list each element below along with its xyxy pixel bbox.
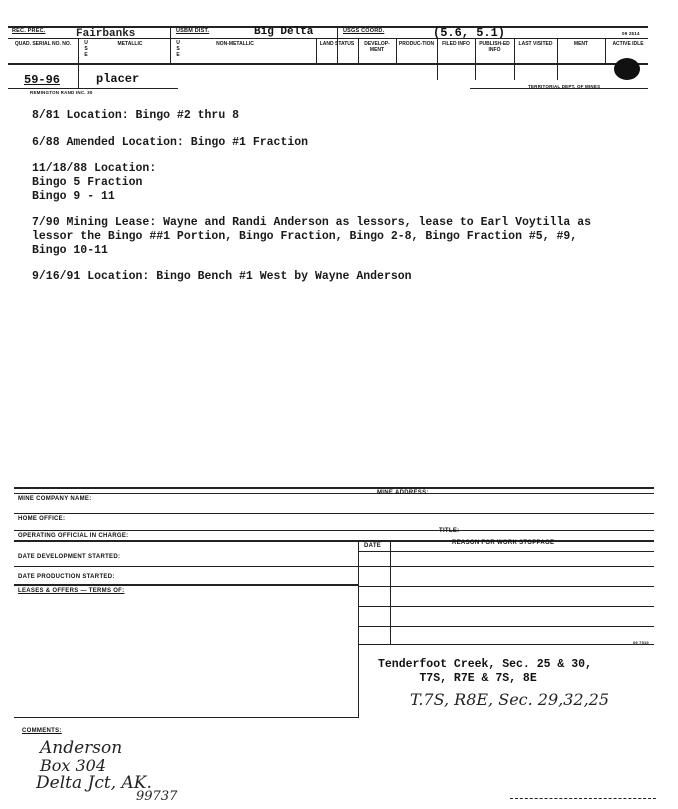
home-office-label: HOME OFFICE: xyxy=(18,516,66,522)
rec-prec-label: REC. PREC. xyxy=(12,28,46,34)
rec-prec-value: Fairbanks xyxy=(76,28,136,40)
mine-address-label: MINE ADDRESS: xyxy=(377,490,429,496)
comments-label: COMMENTS: xyxy=(22,728,62,734)
ink-blot-icon xyxy=(614,58,640,80)
entry-5: 9/16/91 Location: Bingo Bench #1 West by Wayne Anderson xyxy=(32,270,412,283)
land-status-label: LAND STATUS xyxy=(319,41,355,47)
serial-value: 59-96 xyxy=(24,73,61,87)
entry-2: 6/88 Amended Location: Bingo #1 Fraction xyxy=(32,136,309,149)
last-visited-label: LAST VISITED xyxy=(518,41,553,47)
title-label: TITLE: xyxy=(439,528,460,534)
reason-col-label: REASON FOR WORK STOPPAGE xyxy=(452,540,555,546)
comments-line-4: 99737 xyxy=(136,789,178,804)
date-col-label: DATE xyxy=(364,543,382,549)
use-code-2: U S E xyxy=(176,40,180,58)
location-typed: Tenderfoot Creek, Sec. 25 & 30, T7S, R7E & 7S, 8E xyxy=(378,658,592,685)
comments-line-3: Delta Jct, AK. xyxy=(36,773,152,793)
use-code-1: U S E xyxy=(84,40,88,58)
printer-imprint: REMINGTON RAND INC. 30 xyxy=(30,90,93,95)
production-label: PRODUC-TION xyxy=(398,41,435,47)
form-number-2: 09 7519 xyxy=(633,640,649,645)
metallic-value: placer xyxy=(96,72,140,86)
date-development-label: DATE DEVELOPMENT STARTED: xyxy=(18,554,121,560)
comments-line-2: Box 304 xyxy=(40,756,107,775)
filed-info-label: FILED INFO xyxy=(442,41,470,47)
mine-company-name-label: MINE COMPANY NAME: xyxy=(18,496,92,502)
leases-label: LEASES & OFFERS — TERMS OF: xyxy=(18,588,125,594)
comments-line-1: Anderson xyxy=(40,738,123,758)
published-info-label: PUBLISH-ED INFO xyxy=(479,41,510,53)
entry-1: 8/81 Location: Bingo #2 thru 8 xyxy=(32,109,240,122)
usgs-coord-label: USGS COORD. xyxy=(343,28,385,34)
usgs-coord-value: (5.6, 5.1) xyxy=(433,26,506,40)
metallic-label: METALLIC xyxy=(117,41,143,47)
usbm-dist-label: USBM DIST. xyxy=(176,28,210,34)
active-idle-label: ACTIVE IDLE xyxy=(612,41,644,47)
ment-label: MENT xyxy=(573,41,589,47)
entry-3: 11/18/88 Location: Bingo 5 Fraction Bingo 9 - 11 xyxy=(32,162,157,203)
territorial-dept: TERRITORIAL DEPT. OF MINES xyxy=(528,84,601,89)
operating-official-label: OPERATING OFFICIAL IN CHARGE: xyxy=(18,533,129,539)
entry-4: 7/90 Mining Lease: Wayne and Randi Anderson as lessors, lease to Earl Voytilla as lessor the Bingo ##1 Portion, Bingo Fraction, Bingo 2-8, Bingo Fraction #5, #9, Bingo 10-11 xyxy=(32,216,591,257)
date-production-label: DATE PRODUCTION STARTED: xyxy=(18,574,115,580)
quad-serial-label: QUAD. SERIAL NO. NO. xyxy=(14,41,72,47)
usbm-dist-value: Big Delta xyxy=(254,26,314,38)
location-handwritten: T.7S, R8E, Sec. 29,32,25 xyxy=(410,690,610,709)
development-label: DEVELOP-MENT xyxy=(364,41,390,53)
non-metallic-label: NON-METALLIC xyxy=(216,41,254,47)
form-number: 09 2514 xyxy=(622,31,640,36)
